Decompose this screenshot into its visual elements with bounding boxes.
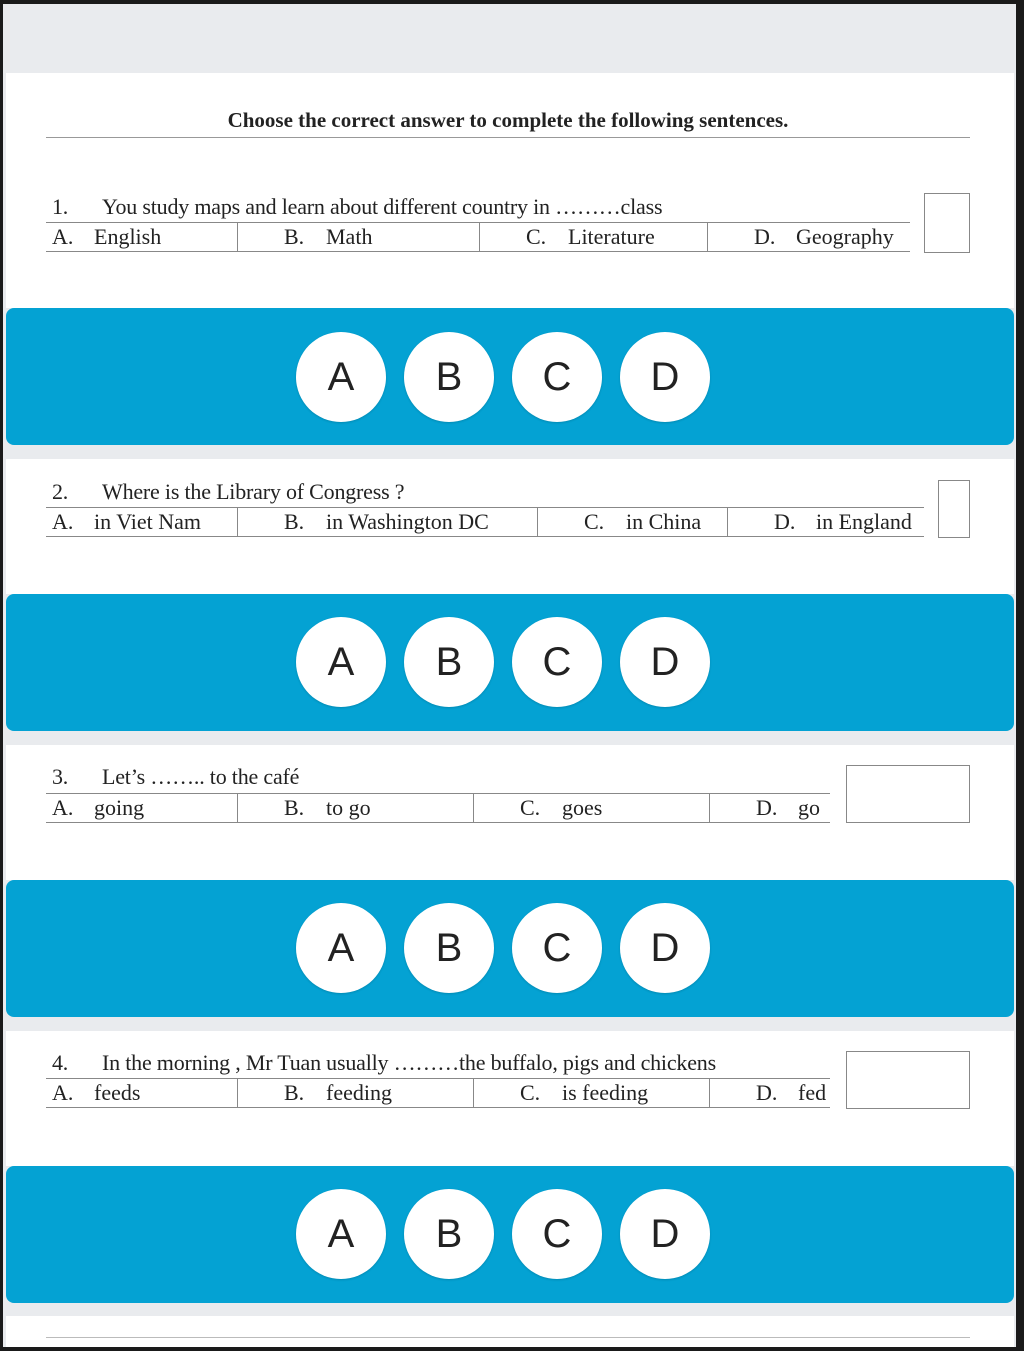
question-text: You study maps and learn about different country in ………class: [102, 194, 663, 219]
question-1: [46, 194, 662, 220]
answer-cell: [924, 193, 970, 253]
option-d: D. in England: [774, 509, 912, 534]
option-d: D. Geography: [754, 224, 894, 249]
question-text: In the morning , Mr Tuan usually ………the buffalo, pigs and chickens: [102, 1050, 716, 1075]
choice-d-button[interactable]: D: [620, 903, 710, 993]
answer-choices-3: [296, 903, 710, 993]
window-frame-top: [0, 0, 1024, 4]
question-2: [46, 479, 404, 505]
window-frame-left: [0, 0, 3, 1351]
option-b: B. Math: [238, 223, 480, 251]
window-frame-bottom: [0, 1347, 1024, 1351]
answer-cell: [846, 1051, 970, 1109]
options-row-2: [46, 507, 924, 537]
question-text: Where is the Library of Congress ?: [102, 479, 405, 504]
option-c: C. goes: [474, 794, 710, 822]
option-a: A. going: [46, 794, 238, 822]
options-row-3: [46, 793, 830, 823]
choice-d-button[interactable]: D: [620, 1189, 710, 1279]
choice-c-button[interactable]: C: [512, 1189, 602, 1279]
choice-b-button[interactable]: B: [404, 1189, 494, 1279]
options-row-1: [46, 222, 910, 252]
choice-a-button[interactable]: A: [296, 903, 386, 993]
choice-b-button[interactable]: B: [404, 617, 494, 707]
option-a: A. feeds: [46, 1079, 238, 1107]
window-frame-right: [1016, 0, 1024, 1351]
question-4: [46, 1050, 716, 1076]
option-c: C. in China: [538, 508, 728, 536]
choice-a-button[interactable]: A: [296, 617, 386, 707]
choice-c-button[interactable]: C: [512, 617, 602, 707]
option-d: D. fed: [756, 1080, 827, 1105]
choice-b-button[interactable]: B: [404, 903, 494, 993]
option-c: C. Literature: [480, 223, 708, 251]
options-row-4: [46, 1078, 830, 1108]
answer-cell: [938, 480, 970, 538]
option-c: C. is feeding: [474, 1079, 710, 1107]
choice-d-button[interactable]: D: [620, 617, 710, 707]
option-d: D. go: [756, 795, 820, 820]
option-b: B. to go: [238, 794, 474, 822]
question-number: 1.: [52, 194, 69, 219]
option-b: B. in Washington DC: [238, 508, 538, 536]
question-number: 2.: [52, 479, 69, 504]
answer-choices-4: [296, 1189, 710, 1279]
choice-a-button[interactable]: A: [296, 332, 386, 422]
answer-choices-2: [296, 617, 710, 707]
page-title: Choose the correct answer to complete the following sentences.: [46, 108, 970, 138]
question-number: 3.: [52, 764, 69, 789]
choice-a-button[interactable]: A: [296, 1189, 386, 1279]
choice-c-button[interactable]: C: [512, 903, 602, 993]
option-b: B. feeding: [238, 1079, 474, 1107]
choice-b-button[interactable]: B: [404, 332, 494, 422]
question-text: Let’s …….. to the café: [102, 764, 300, 789]
option-a: A. English: [46, 223, 238, 251]
question-3: [46, 764, 299, 790]
answer-choices-1: [296, 332, 710, 422]
choice-c-button[interactable]: C: [512, 332, 602, 422]
option-a: A. in Viet Nam: [46, 508, 238, 536]
choice-d-button[interactable]: D: [620, 332, 710, 422]
question-number: 4.: [52, 1050, 69, 1075]
answer-cell: [846, 765, 970, 823]
